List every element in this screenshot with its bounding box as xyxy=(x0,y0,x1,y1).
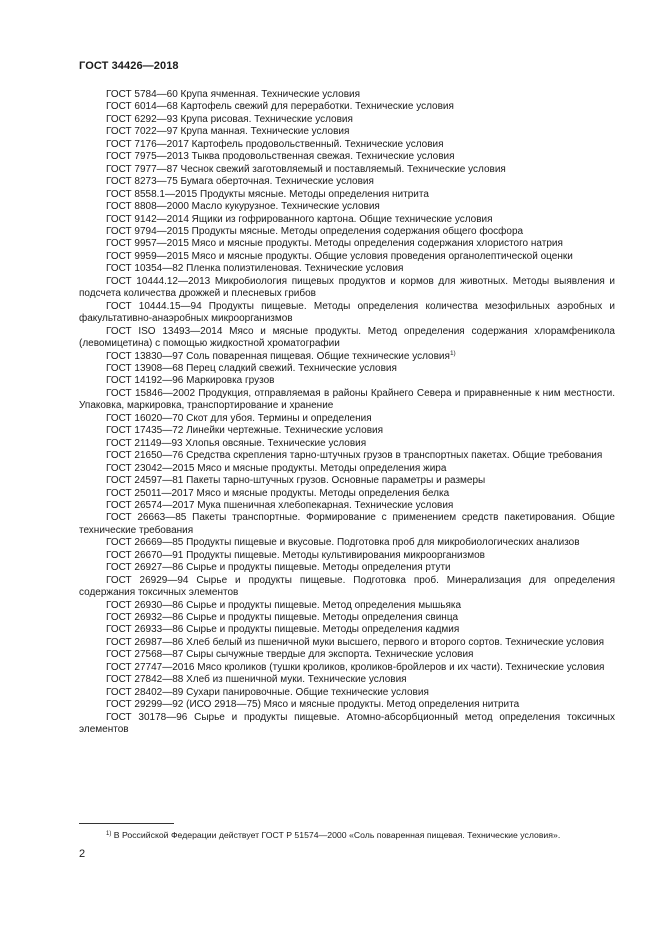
reference-text: ГОСТ 26663—85 Пакеты транспортные. Формирование с применением средств пакетирования. Общие технические требования xyxy=(79,512,615,536)
reference-text: ГОСТ 27568—87 Сыры сычужные твердые для экспорта. Технические условия xyxy=(106,649,474,661)
reference-item xyxy=(79,363,615,375)
reference-item xyxy=(79,326,615,351)
reference-item xyxy=(79,226,615,238)
reference-text: ГОСТ 6014—68 Картофель свежий для переработки. Технические условия xyxy=(106,101,454,113)
reference-item xyxy=(79,450,615,462)
reference-item xyxy=(79,612,615,624)
reference-item xyxy=(79,263,615,275)
reference-text: ГОСТ 26933—86 Сырье и продукты пищевые. Методы определения кадмия xyxy=(106,624,460,636)
reference-text: ГОСТ 23042—2015 Мясо и мясные продукты. Методы определения жира xyxy=(106,462,447,474)
reference-item xyxy=(79,438,615,450)
reference-item xyxy=(79,500,615,512)
reference-text: ГОСТ 27842—88 Хлеб из пшеничной муки. Технические условия xyxy=(106,674,407,686)
reference-item xyxy=(79,637,615,649)
reference-text: ГОСТ 9959—2015 Мясо и мясные продукты. Общие условия проведения органолептической оценки xyxy=(106,250,573,262)
reference-item xyxy=(79,674,615,686)
reference-item xyxy=(79,176,615,188)
reference-text: ГОСТ 26669—85 Продукты пищевые и вкусовые. Подготовка проб для микробиологических анализов xyxy=(106,537,580,549)
footnote xyxy=(79,830,615,841)
reference-text: ГОСТ 26930—86 Сырье и продукты пищевые. Метод определения мышьяка xyxy=(106,599,462,611)
reference-item xyxy=(79,600,615,612)
reference-item xyxy=(79,575,615,600)
reference-text: ГОСТ 21650—76 Средства скрепления тарно-штучных грузов в транспортных пакетах. Общие требования xyxy=(106,450,603,462)
reference-item xyxy=(79,351,615,363)
reference-text: ГОСТ 9142—2014 Ящики из гофрированного картона. Общие технические условия xyxy=(106,213,493,225)
reference-text: ГОСТ 29299—92 (ИСО 2918—75) Мясо и мясные продукты. Метод определения нитрита xyxy=(106,699,520,711)
reference-text: ГОСТ 7977—87 Чеснок свежий заготовляемый и поставляемый. Технические условия xyxy=(106,163,506,175)
reference-item xyxy=(79,139,615,151)
reference-item xyxy=(79,301,615,326)
reference-text: ГОСТ 16020—70 Скот для убоя. Термины и определения xyxy=(106,412,372,424)
reference-item xyxy=(79,624,615,636)
reference-text: ГОСТ 17435—72 Линейки чертежные. Технические условия xyxy=(106,425,384,437)
reference-item xyxy=(79,662,615,674)
reference-text: ГОСТ 10444.15—94 Продукты пищевые. Методы определения количества мезофильных аэробных и факультативно-анаэробных микроорганизмов xyxy=(79,300,615,325)
reference-item xyxy=(79,189,615,201)
reference-text: ГОСТ 9794—2015 Продукты мясные. Методы определения содержания общего фосфора xyxy=(106,225,524,237)
reference-text: ГОСТ 7975—2013 Тыква продовольственная свежая. Технические условия xyxy=(106,151,455,163)
footnote-reference-marker: 1) xyxy=(449,349,456,357)
reference-item xyxy=(79,238,615,250)
reference-item xyxy=(79,712,615,737)
reference-item xyxy=(79,425,615,437)
reference-item xyxy=(79,375,615,387)
reference-item xyxy=(79,488,615,500)
footnote-marker: 1) xyxy=(106,831,112,837)
reference-text: ГОСТ 13908—68 Перец сладкий свежий. Технические условия xyxy=(106,362,397,374)
reference-text: ГОСТ 28402—89 Сухари панировочные. Общие технические условия xyxy=(106,686,429,698)
reference-text: ГОСТ 27747—2016 Мясо кроликов (тушки кроликов, кроликов-бройлеров и их части). Технические условия xyxy=(106,661,605,673)
reference-item xyxy=(79,550,615,562)
reference-text: ГОСТ 8273—75 Бумага оберточная. Технические условия xyxy=(106,176,374,188)
reference-item xyxy=(79,699,615,711)
reference-item xyxy=(79,537,615,549)
page-number: 2 xyxy=(79,848,86,860)
reference-item xyxy=(79,114,615,126)
reference-text: ГОСТ 9957—2015 Мясо и мясные продукты. Методы определения содержания хлористого натрия xyxy=(106,238,563,250)
reference-item xyxy=(79,512,615,537)
reference-text: ГОСТ 26987—86 Хлеб белый из пшеничной муки высшего, первого и второго сортов. Технические условия xyxy=(106,636,605,648)
reference-item xyxy=(79,151,615,163)
reference-text: ГОСТ 13830—97 Соль поваренная пищевая. Общие технические условия xyxy=(106,350,450,362)
reference-text: ГОСТ 30178—96 Сырье и продукты пищевые. Атомно-абсорбционный метод определения токсичных элементов xyxy=(79,711,615,736)
reference-text: ГОСТ 26929—94 Сырье и продукты пищевые. Подготовка проб. Минерализация для определения содержания токсичных элементов xyxy=(79,574,615,599)
reference-text: ГОСТ 26927—86 Сырье и продукты пищевые. Методы определения ртути xyxy=(106,562,451,574)
reference-item xyxy=(79,388,615,413)
reference-item xyxy=(79,164,615,176)
reference-text: ГОСТ 26932—86 Сырье и продукты пищевые. Методы определения свинца xyxy=(106,612,459,624)
reference-text: ГОСТ 7022—97 Крупа манная. Технические условия xyxy=(106,126,350,138)
reference-item xyxy=(79,89,615,101)
reference-item xyxy=(79,201,615,213)
reference-item xyxy=(79,101,615,113)
reference-item xyxy=(79,214,615,226)
reference-item xyxy=(79,562,615,574)
reference-item xyxy=(79,649,615,661)
reference-item xyxy=(79,276,615,301)
reference-text: ГОСТ 26670—91 Продукты пищевые. Методы культивирования микроорганизмов xyxy=(106,549,485,561)
reference-text: ГОСТ 8558.1—2015 Продукты мясные. Методы определения нитрита xyxy=(106,188,429,200)
reference-item xyxy=(79,251,615,263)
footnote-text: В Российской Федерации действует ГОСТ Р 51574—2000 «Соль поваренная пищевая. Технические условия». xyxy=(113,830,561,840)
reference-item xyxy=(79,463,615,475)
reference-item xyxy=(79,126,615,138)
reference-text: ГОСТ 6292—93 Крупа рисовая. Технические условия xyxy=(106,113,353,125)
reference-text: ГОСТ ISO 13493—2014 Мясо и мясные продукты. Метод определения содержания хлорамфеникола (левомицетина) с помощью жидкостной хроматографии xyxy=(79,325,615,350)
footnote-separator xyxy=(79,823,174,824)
reference-item xyxy=(79,475,615,487)
document-header: ГОСТ 34426—2018 xyxy=(79,60,179,72)
reference-item xyxy=(79,413,615,425)
reference-text: ГОСТ 14192—96 Маркировка грузов xyxy=(106,375,275,387)
reference-item xyxy=(79,687,615,699)
reference-text: ГОСТ 10354—82 Пленка полиэтиленовая. Технические условия xyxy=(106,263,404,275)
reference-text: ГОСТ 8808—2000 Масло кукурузное. Технические условия xyxy=(106,201,380,213)
normative-references-list xyxy=(79,89,615,737)
reference-text: ГОСТ 10444.12—2013 Микробиология пищевых продуктов и кормов для животных. Методы выявления и подсчета количества дрожжей и плесневых грибов xyxy=(79,275,615,300)
reference-text: ГОСТ 26574—2017 Мука пшеничная хлебопекарная. Технические условия xyxy=(106,499,454,511)
reference-text: ГОСТ 5784—60 Крупа ячменная. Технические условия xyxy=(106,89,361,100)
reference-text: ГОСТ 21149—93 Хлопья овсяные. Технические условия xyxy=(106,437,367,449)
reference-text: ГОСТ 7176—2017 Картофель продовольственный. Технические условия xyxy=(106,138,444,150)
reference-text: ГОСТ 25011—2017 Мясо и мясные продукты. Методы определения белка xyxy=(106,487,450,499)
reference-text: ГОСТ 24597—81 Пакеты тарно-штучных грузов. Основные параметры и размеры xyxy=(106,475,486,487)
reference-text: ГОСТ 15846—2002 Продукция, отправляемая в районы Крайнего Севера и приравненные к ним местности. Упаковка, маркировка, транспортирование и хранение xyxy=(79,387,615,412)
